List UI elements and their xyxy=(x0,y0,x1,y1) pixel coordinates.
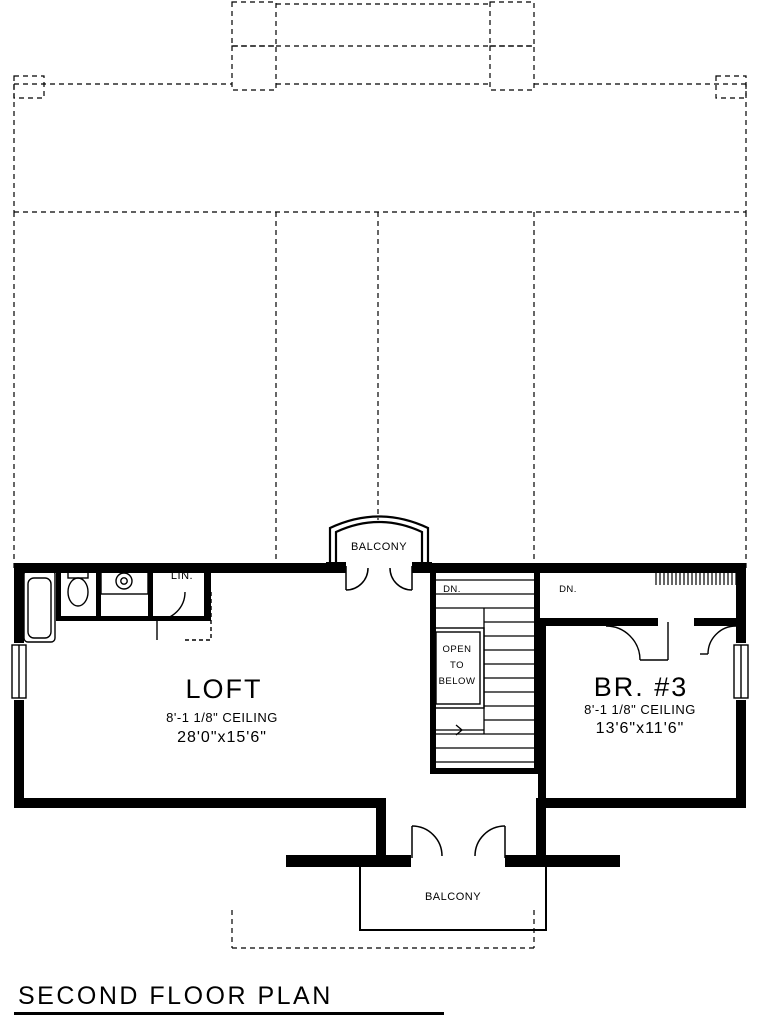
label-stair-down-left: DN. xyxy=(443,584,461,595)
balcony-bottom-doors xyxy=(412,826,505,858)
label-open-to-below-line3: BELOW xyxy=(438,676,476,687)
room-dimensions-loft: 28'0"x15'6" xyxy=(177,729,267,746)
balcony-top-doors xyxy=(346,566,412,590)
room-dimensions-br3: 13'6"x11'6" xyxy=(595,720,685,737)
toilet xyxy=(68,572,88,606)
label-balcony-top: BALCONY xyxy=(350,541,408,553)
bathtub xyxy=(24,570,55,642)
label-balcony-bottom: BALCONY xyxy=(424,891,482,903)
label-stair-down-right: DN. xyxy=(559,584,577,595)
balcony-top-rail-thick xyxy=(326,562,432,571)
room-ceiling-loft: 8'-1 1/8" CEILING xyxy=(166,710,278,725)
title-underline xyxy=(14,1012,444,1015)
window-right xyxy=(734,645,748,698)
room-ceiling-br3: 8'-1 1/8" CEILING xyxy=(584,702,696,717)
label-linen-closet: LIN. xyxy=(170,570,194,582)
room-label-loft: LOFT xyxy=(185,674,263,704)
label-open-to-below-line2: TO xyxy=(449,660,465,671)
plan-title: SECOND FLOOR PLAN xyxy=(18,982,333,1010)
room-label-br3: BR. #3 xyxy=(593,672,689,702)
window-left xyxy=(12,645,26,698)
label-open-to-below-line1: OPEN xyxy=(442,644,472,655)
closet-shelf-hatch xyxy=(654,567,736,585)
staircase xyxy=(436,580,534,762)
